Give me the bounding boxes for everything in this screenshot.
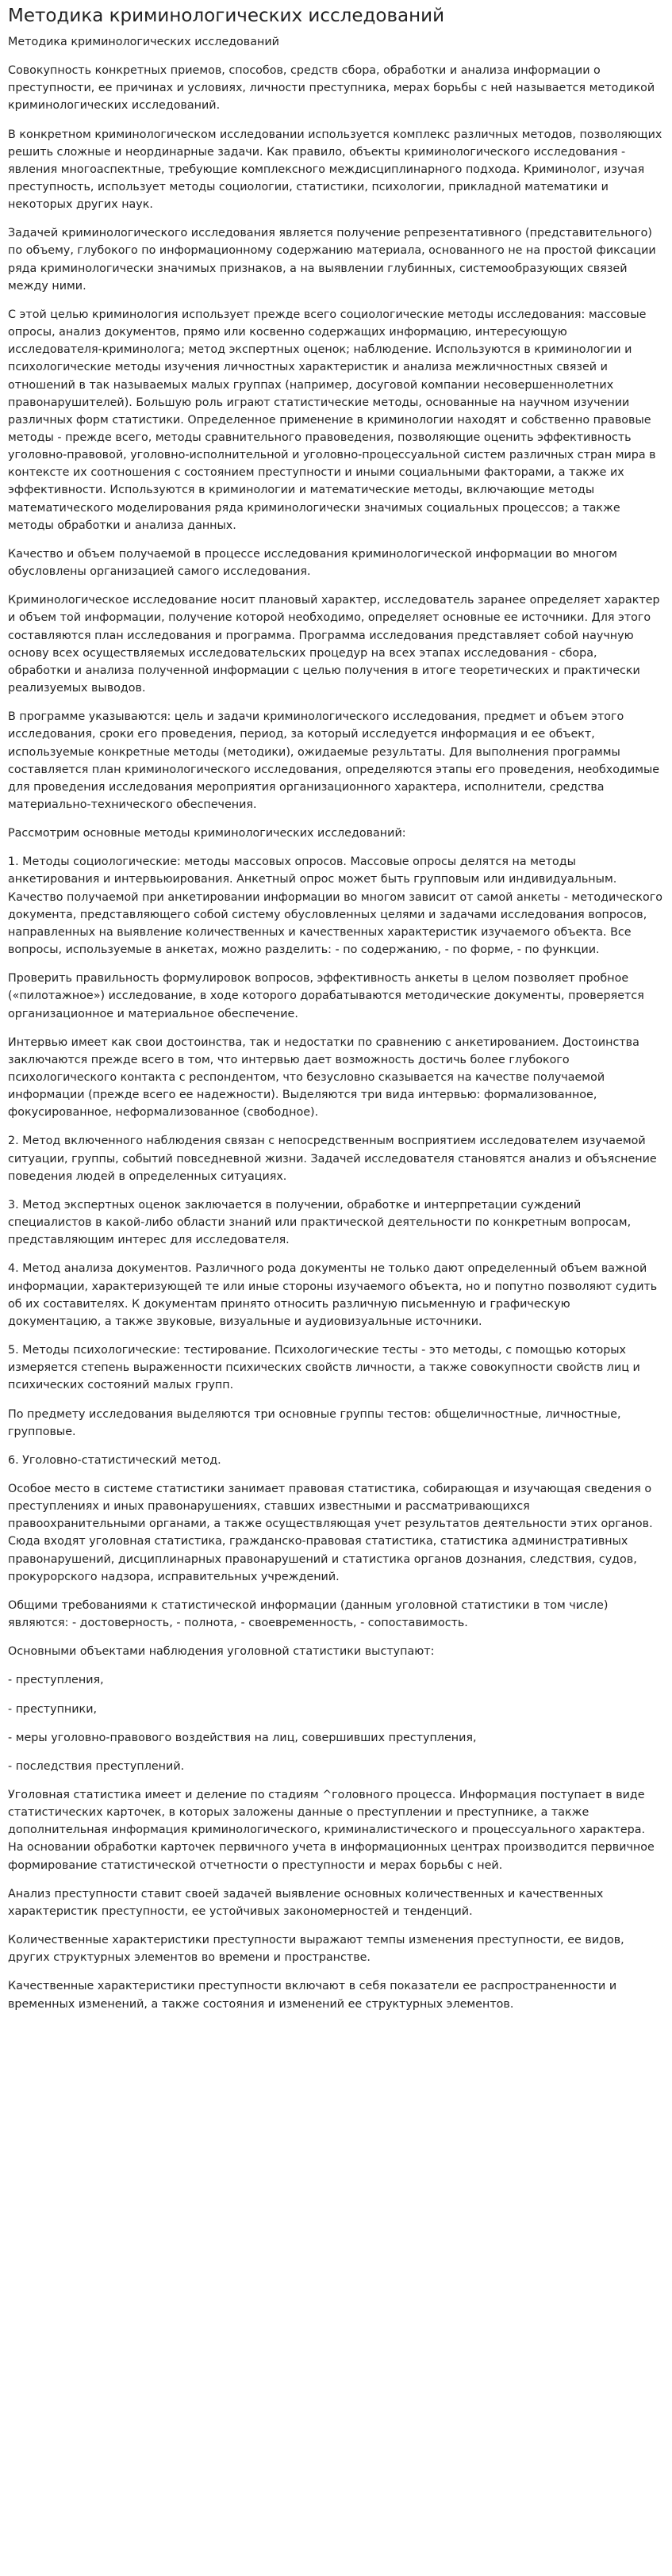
- paragraph: Криминологическое исследование носит плановый характер, исследователь заранее определяет характер и объем той информации, получение которой необходимо, определяет основные ее источники. Для этого составляются план исследования и программа. Программа исследования представляет собой научную основу всех осуществляемых исследовательских процедур на всех этапах исследования - сбора, обработки и анализа полученной информации с целью получения в итоге теоретических и практически реализуемых выводов.: [8, 594, 660, 695]
- paragraph: 2. Метод включенного наблюдения связан с непосредственным восприятием исследователем изучаемой ситуации, группы, событий повседневной жизни. Задачей исследователя становятся анализ и объяснение поведения людей в определенных ситуациях.: [8, 1135, 657, 1183]
- paragraph: Качество и объем получаемой в процессе исследования криминологической информации во многом обусловлены организацией самого исследования.: [8, 547, 617, 579]
- paragraph: В программе указываются: цель и задачи криминологического исследования, предмет и объем этого исследования, сроки его проведения, период, за который исследуется информация и ее объект, используемые конкретные методы (методики), ожидаемые результаты. Для выполнения программы составляется план криминологического исследования, определяются этапы его проведения, необходимые для проведения исследования мероприятия организационного характера, исполнители, средства материально-технического обеспечения.: [8, 710, 660, 811]
- paragraph: Задачей криминологического исследования является получение репрезентативного (представительного) по объему, глубокого по информационному содержанию материала, основанного не на простой фиксации ряда криминологически значимых признаков, а на выявлении глубинных, системообразующих связей между ними.: [8, 227, 656, 293]
- paragraph: Количественные характеристики преступности выражают темпы изменения преступности, ее видов, других структурных элементов во времени и пространстве.: [8, 1934, 624, 1965]
- list-item: - преступления,: [8, 1674, 104, 1687]
- paragraph: Общими требованиями к статистической информации (данным уголовной статистики в том числе) являются: - достоверность, - полнота, - своевременность, - сопоставимость.: [8, 1598, 609, 1630]
- paragraph: Интервью имеет как свои достоинства, так и недостатки по сравнению с анкетированием. Достоинства заключаются прежде всего в том, что интервью дает возможность достичь более глубокого психологического контакта с респондентом, что безусловно сказывается на качестве получаемой информации (прежде всего ее надежности). Выделяются три вида интервью: формализованное, фокусированное, неформализованное (свободное).: [8, 1035, 639, 1120]
- paragraph: Совокупность конкретных приемов, способов, средств сбора, обработки и анализа информации о преступности, ее причинах и условиях, личности преступника, мерах борьбы с ней называется методикой криминологических исследований.: [8, 64, 655, 113]
- document-body: [8, 62, 663, 2013]
- paragraph: 3. Метод экспертных оценок заключается в получении, обработке и интерпретации суждений специалистов в какой-либо области знаний или практической деятельности по конкретным вопросам, представляющим интерес для исследователя.: [8, 1198, 632, 1247]
- paragraph: С этой целью криминология использует прежде всего социологические методы исследования: массовые опросы, анализ документов, прямо или косвенно содержащих информацию, интересующую исследователя-криминолога; метод экспертных оценок; наблюдение. Используются в криминологии и психологические методы изучения личностных характеристик и анализа межличностных связей и отношений в так называемых малых группах (например, досуговой компании несовершеннолетних правонарушителей). Большую роль играют статистические методы, основанные на научном изучении различных форм статистики. Определенное применение в криминологии находят и собственно правовые методы - прежде всего, методы сравнительного правоведения, позволяющие оценить эффективность уголовно-правовой, уголовно-исполнительной и уголовно-процессуальной систем различных стран мира в контексте их соотношения с состоянием преступности и иными социальными факторами, а также их эффективности. Используются в криминологии и математические методы, включающие методы математического моделирования ряда криминологически значимых социальных процессов; а также методы обработки и анализа данных.: [8, 308, 656, 532]
- page-title: Методика криминологических исследований: [8, 6, 445, 26]
- paragraph: Проверить правильность формулировок вопросов, эффективность анкеты в целом позволяет пробное («пилотажное») исследование, в ходе которого дорабатываются методические документы, проверяется организационное и материальное обеспечение.: [8, 972, 644, 1020]
- paragraph: Качественные характеристики преступности включают в себя показатели ее распространенности и временных изменений, а также состояния и изменений ее структурных элементов.: [8, 1980, 617, 2011]
- document-subtitle: Методика криминологических исследований: [8, 35, 279, 48]
- paragraph: Основными объектами наблюдения уголовной статистики выступают:: [8, 1645, 435, 1659]
- paragraph: По предмету исследования выделяются три основные группы тестов: общеличностные, личностные, групповые.: [8, 1407, 621, 1438]
- paragraph: Анализ преступности ставит своей задачей выявление основных количественных и качественных характеристик преступности, ее устойчивых закономерностей и тенденций.: [8, 1887, 604, 1918]
- paragraph: В конкретном криминологическом исследовании используется комплекс различных методов, позволяющих решить сложные и неординарные задачи. Как правило, объекты криминологического исследования - явления многоаспектные, требующие комплексного междисциплинарного подхода. Криминолог, изучая преступность, использует методы социологии, статистики, психологии, прикладной математики и некоторых других наук.: [8, 128, 662, 212]
- paragraph: 5. Методы психологические: тестирование. Психологические тесты - это методы, с помощью которых измеряется степень выраженности психических свойств личности, а также совокупности свойств лиц и психических состояний малых групп.: [8, 1344, 640, 1392]
- paragraph: 1. Методы социологические: методы массовых опросов. Массовые опросы делятся на методы анкетирования и интервьюирования. Анкетный опрос может быть групповым или индивидуальным. Качество получаемой при анкетировании информации во многом зависит от самой анкеты - методического документа, представляющего собой систему обусловленных целями и задачами исследования вопросов, направленных на выявление количественных и качественных характеристик изучаемого объекта. Все вопросы, используемые в анкетах, можно разделить: - по содержанию, - по форме, - по функции.: [8, 855, 663, 957]
- list-item: - меры уголовно-правового воздействия на лиц, совершивших преступления,: [8, 1731, 477, 1744]
- paragraph: Уголовная статистика имеет и деление по стадиям ^головного процесса. Информация поступает в виде статистических карточек, в которых заложены данные о преступлении и преступнике, а также дополнительная информация криминологического, криминалистического и процессуального характера. На основании обработки карточек первичного учета в информационных центрах производится первичное формирование статистической отчетности о преступности и мерах борьбы с ней.: [8, 1789, 655, 1872]
- paragraph: Рассмотрим основные методы криминологических исследований:: [8, 827, 406, 840]
- paragraph: Особое место в системе статистики занимает правовая статистика, собирающая и изучающая сведения о преступлениях и иных правонарушениях, ставших известными и рассматривающихся правоохранительными органами, а также осуществляющая учет результатов деятельности этих органов. Сюда входят уголовная статистика, гражданско-правовая статистика, статистика административных правонарушений, дисциплинарных правонарушений и статистика органов дознания, следствия, судов, прокурорского надзора, исправительных учреждений.: [8, 1482, 653, 1583]
- paragraph: 4. Метод анализа документов. Различного рода документы не только дают определенный объем важной информации, характеризующей те или иные стороны изучаемого объекта, но и попутно позволяют судить об их составителях. К документам принято относить различную письменную и графическую документацию, а также звуковые, визуальные и аудиовизуальные источники.: [8, 1262, 658, 1328]
- list-item: - преступники,: [8, 1702, 98, 1716]
- paragraph: 6. Уголовно-статистический метод.: [8, 1453, 221, 1467]
- list-item: - последствия преступлений.: [8, 1759, 185, 1773]
